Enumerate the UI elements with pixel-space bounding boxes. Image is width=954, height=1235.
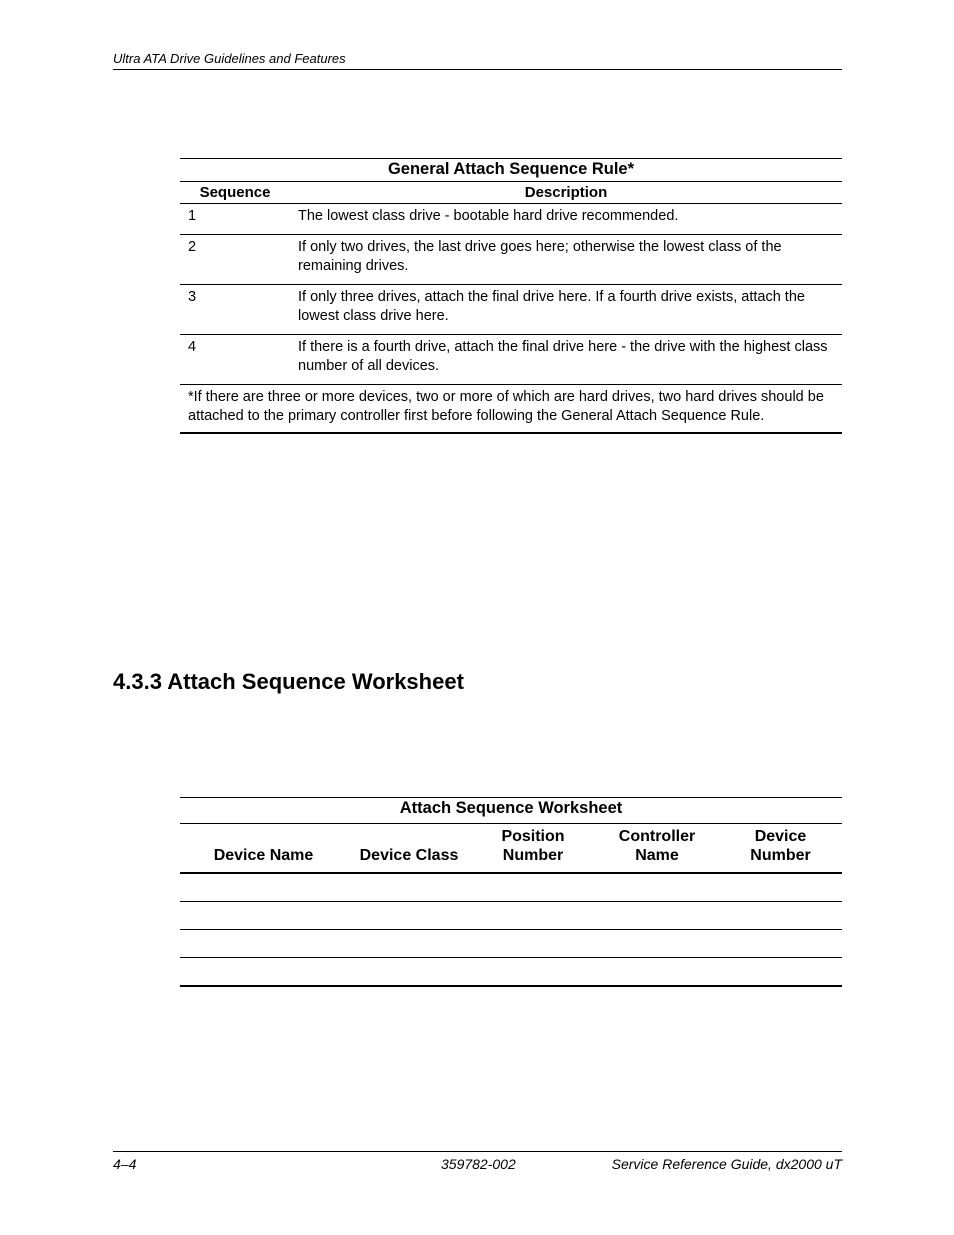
empty-cell — [347, 930, 471, 958]
description-cell: If there is a fourth drive, attach the final drive here - the drive with the highest class number of all devices. — [290, 335, 842, 385]
description-cell: If only three drives, attach the final drive here. If a fourth drive exists, attach the lowest class drive here. — [290, 285, 842, 335]
header-line: Position — [501, 828, 565, 845]
empty-cell — [719, 873, 842, 902]
header-line: Number — [502, 847, 564, 864]
empty-cell — [595, 873, 719, 902]
empty-cell — [347, 902, 471, 930]
page-number: 4–4 — [113, 1156, 137, 1172]
empty-cell — [180, 902, 347, 930]
empty-cell — [719, 930, 842, 958]
worksheet-empty-row — [180, 930, 842, 958]
table-row — [180, 204, 842, 235]
empty-cell — [719, 902, 842, 930]
table-header-row — [180, 182, 842, 204]
table-footnote: *If there are three or more devices, two or more of which are hard drives, two hard drives should be attached to the primary controller first before following the General Attach Sequence Rule. — [180, 385, 842, 434]
empty-cell — [595, 958, 719, 987]
table-title: General Attach Sequence Rule* — [180, 158, 842, 182]
table-row — [180, 285, 842, 335]
column-header-sequence: Sequence — [180, 182, 290, 204]
sequence-cell: 4 — [180, 335, 290, 385]
table-row — [180, 335, 842, 385]
table-row — [180, 235, 842, 285]
header-line: Device Name — [213, 847, 314, 864]
attach-sequence-worksheet-table — [180, 797, 842, 987]
page-footer — [113, 1151, 842, 1172]
header-line: Controller — [618, 828, 696, 845]
column-header-device-number — [719, 824, 842, 873]
empty-cell — [347, 958, 471, 987]
worksheet-title: Attach Sequence Worksheet — [180, 797, 842, 824]
running-head: Ultra ATA Drive Guidelines and Features — [113, 51, 842, 70]
empty-cell — [180, 958, 347, 987]
description-cell: The lowest class drive - bootable hard drive recommended. — [290, 204, 842, 235]
empty-cell — [471, 958, 595, 987]
worksheet-empty-row — [180, 902, 842, 930]
empty-cell — [471, 902, 595, 930]
attach-sequence-rule-table — [180, 158, 842, 434]
column-header-position-number — [471, 824, 595, 873]
worksheet-empty-row — [180, 958, 842, 987]
header-line: Device Class — [359, 847, 459, 864]
worksheet-empty-row — [180, 873, 842, 902]
empty-cell — [180, 930, 347, 958]
empty-cell — [595, 930, 719, 958]
empty-cell — [471, 930, 595, 958]
header-line: Number — [750, 847, 811, 864]
header-line: Name — [635, 847, 679, 864]
sequence-cell: 1 — [180, 204, 290, 235]
worksheet-header-row — [180, 824, 842, 873]
column-header-device-name — [180, 824, 347, 873]
description-cell: If only two drives, the last drive goes here; otherwise the lowest class of the remaining drives. — [290, 235, 842, 285]
empty-cell — [347, 873, 471, 902]
empty-cell — [180, 873, 347, 902]
guide-title: Service Reference Guide, dx2000 uT — [611, 1156, 842, 1172]
column-header-description: Description — [290, 182, 842, 204]
document-number: 359782-002 — [441, 1156, 516, 1172]
empty-cell — [471, 873, 595, 902]
empty-cell — [719, 958, 842, 987]
header-line: Device — [754, 828, 807, 845]
section-heading: 4.3.3 Attach Sequence Worksheet — [113, 669, 464, 694]
column-header-controller-name — [595, 824, 719, 873]
empty-cell — [595, 902, 719, 930]
table-footnote-row — [180, 385, 842, 434]
sequence-cell: 2 — [180, 235, 290, 285]
sequence-cell: 3 — [180, 285, 290, 335]
column-header-device-class — [347, 824, 471, 873]
